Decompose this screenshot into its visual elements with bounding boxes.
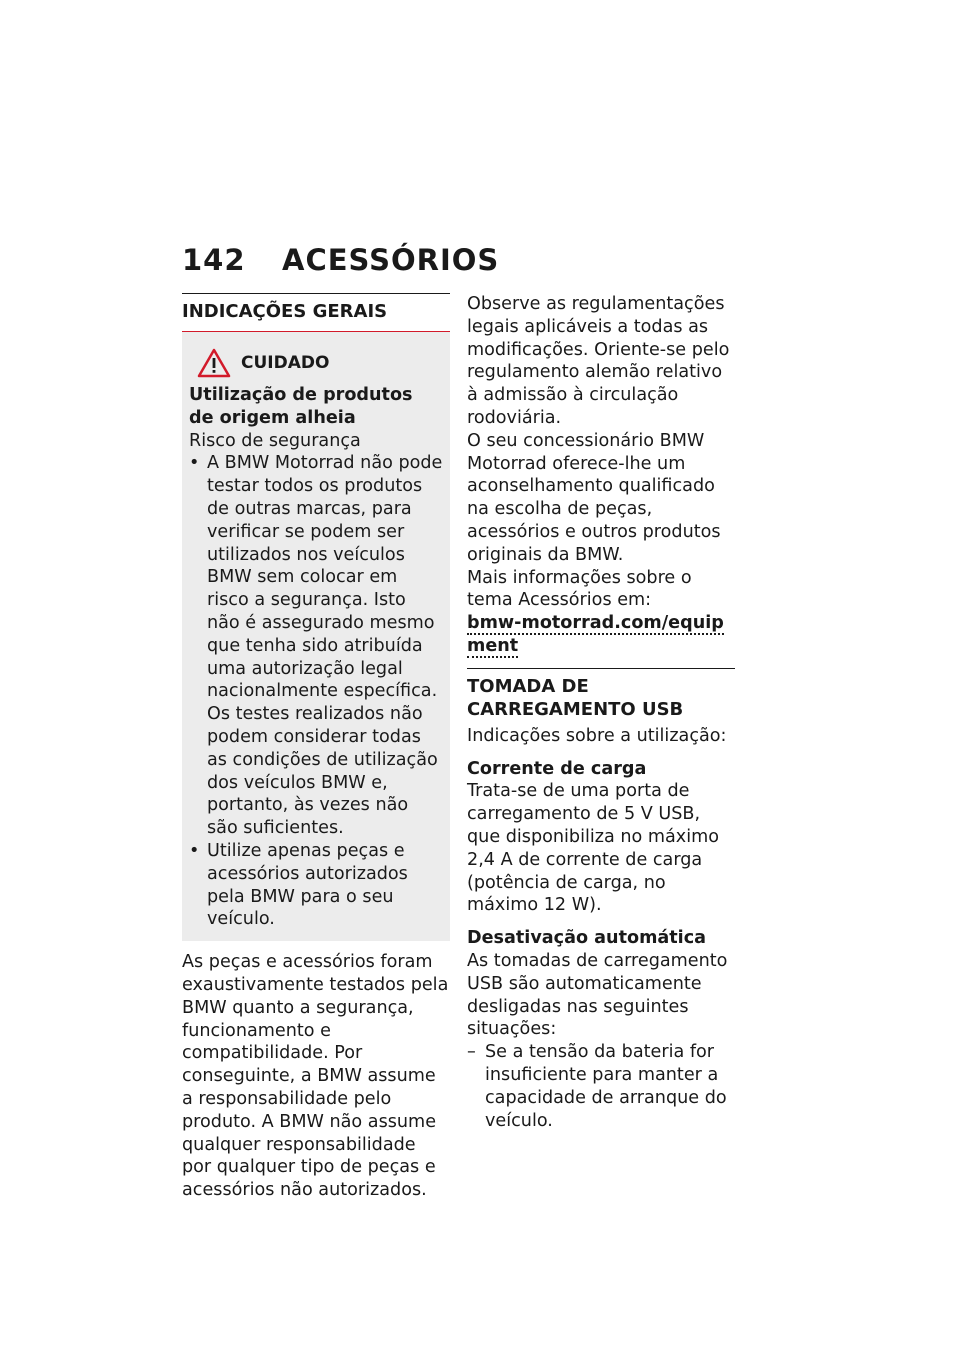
right-column <box>467 293 735 1132</box>
more-info-paragraph: Mais informações sobre o tema Acessórios em: <box>467 567 692 611</box>
warning-header <box>189 348 443 378</box>
heading-rule <box>182 293 450 294</box>
charge-current-title: Corrente de carga <box>467 758 647 779</box>
usb-heading: TOMADA DE CARREGAMENTO USB <box>467 675 684 720</box>
usage-intro: Indicações sobre a utilização: <box>467 725 727 746</box>
auto-shutoff-text: As tomadas de carregamento USB são automaticamente desligadas nas seguintes situações: <box>467 950 728 1040</box>
list-item: • A BMW Motorrad não pode testar todos os produtos de outras marcas, para verificar se podem ser utilizados nos veículos BMW sem colocar em risco a segurança. Isto não é assegurado mesmo que tenha sido atribuída uma autorização legal nacionalmente específica. Os testes realizados não podem considerar todas as condições de utilização dos veículos BMW e, portanto, às vezes não são suficientes. <box>189 453 443 839</box>
warning-bullets <box>189 452 443 931</box>
warning-box <box>182 332 450 941</box>
warning-triangle-icon <box>197 348 231 378</box>
warning-label: CUIDADO <box>241 352 330 373</box>
regulations-paragraph: Observe as regulamentações legais aplicáveis a todas as modificações. Oriente-se pelo regulamento alemão relativo à admissão à circulação rodoviária. <box>467 294 730 428</box>
warning-bullet-text: Utilize apenas peças e acessórios autorizados pela BMW para o seu veículo. <box>207 840 408 930</box>
page-number: 142 <box>182 243 246 277</box>
section-title: ACESSÓRIOS <box>282 243 500 277</box>
charge-current-text: Trata-se de uma porta de carregamento de 5 V USB, que disponibiliza no máximo 2,4 A de corrente de carga (potência de carga, no máximo 12 W). <box>467 781 719 916</box>
accessories-paragraph: As peças e acessórios foram exaustivamente testados pela BMW quanto a segurança, funcionamento e compatibilidade. Por conseguinte, a BMW assume a responsabilidade pelo produto. A BMW não assume qualquer responsabilidade por qualquer tipo de peças e acessórios não autorizados. <box>182 952 449 1201</box>
equipment-link[interactable]: bmw-motorrad.com/equipment <box>467 613 724 656</box>
auto-shutoff-title: Desativação automática <box>467 928 707 949</box>
warning-subtitle: Risco de segurança <box>189 430 361 451</box>
usb-heading-rule <box>467 668 735 669</box>
shutoff-list <box>467 1041 735 1132</box>
list-item: – Se a tensão da bateria for insuficiente para manter a capacidade de arranque do veículo. <box>467 1042 727 1131</box>
warning-title: Utilização de produtos de origem alheia <box>189 385 413 428</box>
left-column <box>182 293 450 1202</box>
warning-bullet-text: A BMW Motorrad não pode testar todos os produtos de outras marcas, para verificar se podem ser utilizados nos veículos BMW sem colocar em risco a segurança. Isto não é assegurado mesmo que tenha sido atribuída uma autorização legal nacionalmente específica. Os testes realizados não podem considerar todas as condições de utilização dos veículos BMW e, portanto, às vezes não são suficientes. <box>207 453 443 839</box>
list-item: • Utilize apenas peças e acessórios autorizados pela BMW para o seu veículo. <box>189 840 408 930</box>
shutoff-item-text: Se a tensão da bateria for insuficiente para manter a capacidade de arranque do veículo. <box>485 1042 727 1131</box>
page-header <box>182 243 499 277</box>
dealer-paragraph: O seu concessionário BMW Motorrad oferece-lhe um aconselhamento qualificado na escolha de peças, acessórios e outros produtos originais da BMW. <box>467 430 721 565</box>
general-info-heading: INDICAÇÕES GERAIS <box>182 301 388 322</box>
